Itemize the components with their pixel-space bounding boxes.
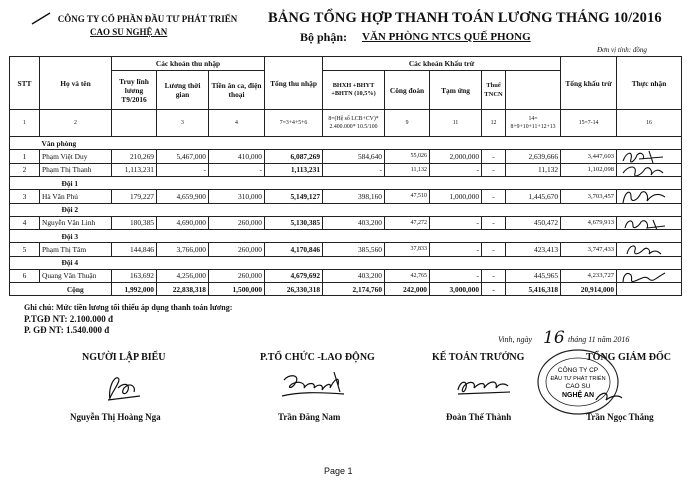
row-tax: - [482, 216, 506, 230]
row-insurance: - [323, 163, 385, 177]
header-deduction-group: Các khoản Khấu trừ [323, 57, 561, 71]
signature-mark [619, 269, 669, 283]
company-stamp [536, 346, 624, 416]
total-union: 242,000 [385, 283, 430, 296]
role-hr: P.TỔ CHỨC -LAO ĐỘNG [260, 352, 375, 363]
row-deduction: 445,965 [506, 269, 561, 283]
row-advance: 1,000,000 [430, 190, 482, 204]
table-row [10, 243, 682, 257]
row-total-income: 4,170,846 [265, 243, 323, 257]
page-number: Page 1 [324, 466, 353, 476]
signature-mark [619, 150, 669, 164]
row-total-income: 5,130,385 [265, 216, 323, 230]
stamp-line-2: ĐẦU TƯ PHÁT TRIỂN [550, 376, 606, 382]
index-cell: 12 [482, 110, 506, 137]
row-union: 55,026 [385, 150, 430, 164]
row-stt: 5 [10, 243, 40, 257]
row-stt: 1 [10, 150, 40, 164]
row-total-income: 6,087,269 [265, 150, 323, 164]
total-income: 26,330,318 [265, 283, 323, 296]
signature-preparer [100, 370, 150, 404]
row-base: 1,113,231 [112, 163, 157, 177]
table-row [10, 163, 682, 177]
document-title: BẢNG TỔNG HỢP THANH TOÁN LƯƠNG THÁNG 10/2016 [268, 10, 662, 26]
index-cell: 11 [430, 110, 482, 137]
row-advance: 2,000,000 [430, 150, 482, 164]
row-advance: - [430, 216, 482, 230]
row-base: 180,385 [112, 216, 157, 230]
row-tax: - [482, 150, 506, 164]
row-signature [617, 216, 682, 230]
row-name: Quang Văn Thuận [40, 269, 112, 283]
row-meal: 260,000 [209, 243, 265, 257]
stamp-line-3: CAO SU [565, 383, 591, 390]
header-time: Lương thời gian [157, 71, 209, 110]
date-prefix: Vinh, ngày [498, 335, 533, 344]
row-base: 163,692 [112, 269, 157, 283]
row-time: 3,766,000 [157, 243, 209, 257]
row-name: Phạm Việt Duy [40, 150, 112, 164]
group-row [10, 256, 682, 269]
total-meal: 1,500,000 [209, 283, 265, 296]
row-deduction: 1,445,670 [506, 190, 561, 204]
total-deduction: 5,416,318 [506, 283, 561, 296]
header-tax: Thuế TNCN [482, 71, 506, 110]
total-advance: 3,000,000 [430, 283, 482, 296]
index-cell: 8=(Hệ số LCB+CV)* 2.400.000* 10.5/100 [323, 110, 385, 137]
row-meal: 410,000 [209, 150, 265, 164]
row-base: 179,227 [112, 190, 157, 204]
group-row [10, 230, 682, 243]
row-name: Nguyễn Văn Linh [40, 216, 112, 230]
index-cell: 15=7-14 [561, 110, 617, 137]
date-day: 16 [543, 328, 565, 348]
group-row [10, 177, 682, 190]
row-advance: - [430, 163, 482, 177]
table-row [10, 269, 682, 283]
row-name: Hà Văn Phú [40, 190, 112, 204]
row-union: 11,132 [385, 163, 430, 177]
signature-mark [619, 243, 669, 257]
payroll-rows [10, 150, 682, 283]
header-base: Truy lĩnh lương T9/2016 [112, 71, 157, 110]
header-total-income: Tổng thu nhập [265, 57, 323, 110]
row-signature [617, 243, 682, 257]
header-income-group: Các khoản thu nhập [112, 57, 265, 71]
row-meal: - [209, 163, 265, 177]
row-time: 4,690,000 [157, 216, 209, 230]
row-name: Phạm Thị Tâm [40, 243, 112, 257]
row-time: 4,659,900 [157, 190, 209, 204]
row-union: 37,833 [385, 243, 430, 257]
row-meal: 260,000 [209, 269, 265, 283]
group-label: Đội 4 [40, 256, 682, 269]
note-minimum-wage: Ghi chú: Mức tiền lương tối thiểu áp dụng thanh toán lương: [24, 303, 233, 312]
header-total-deduction: Tổng khấu trừ [561, 57, 617, 110]
index-cell: 7=3+4+5+6 [265, 110, 323, 137]
total-net: 20,914,000 [561, 283, 617, 296]
row-net: 4,233,727 [561, 269, 617, 283]
row-signature [617, 150, 682, 164]
row-insurance: 385,560 [323, 243, 385, 257]
name-hr: Trần Đăng Nam [278, 412, 341, 422]
row-stt: 6 [10, 269, 40, 283]
column-index-row [10, 110, 682, 137]
row-tax: - [482, 163, 506, 177]
total-label: Cộng [40, 283, 112, 296]
company-name: CÔNG TY CỔ PHẦN ĐẦU TƯ PHÁT TRIỂN [57, 14, 238, 24]
row-union: 47,272 [385, 216, 430, 230]
row-net: 4,679,913 [561, 216, 617, 230]
header-meal: Tiền ăn ca, điện thoại [209, 71, 265, 110]
row-insurance: 403,200 [323, 269, 385, 283]
total-insurance: 2,174,760 [323, 283, 385, 296]
group-row [10, 203, 682, 216]
header-net: Thực nhận [617, 57, 682, 110]
row-total-income: 4,679,692 [265, 269, 323, 283]
index-cell: 2 [40, 110, 112, 137]
row-stt: 4 [10, 216, 40, 230]
table-row [10, 150, 682, 164]
row-total-income: 1,113,231 [265, 163, 323, 177]
signature-mark [619, 190, 669, 204]
table-row [10, 216, 682, 230]
row-total-income: 5,149,127 [265, 190, 323, 204]
signature-mark [619, 216, 669, 230]
index-cell: 1 [10, 110, 40, 137]
header-stt: STT [10, 57, 40, 110]
group-label: Đội 3 [40, 230, 682, 243]
row-union: 47,510 [385, 190, 430, 204]
row-time: 5,467,000 [157, 150, 209, 164]
signature-mark [619, 163, 669, 177]
signature-hr [278, 366, 358, 406]
currency-unit: Đơn vị tính: đồng [597, 46, 647, 54]
total-base: 1,992,000 [112, 283, 157, 296]
row-deduction: 450,472 [506, 216, 561, 230]
header-advance: Tạm ứng [430, 71, 482, 110]
row-tax: - [482, 243, 506, 257]
row-stt: 2 [10, 163, 40, 177]
corner-mark [30, 10, 52, 26]
row-net: 3,703,457 [561, 190, 617, 204]
role-director: TỔNG GIÁM ĐỐC [586, 352, 671, 363]
department-value: VĂN PHÒNG NTCS QUẾ PHONG [362, 31, 531, 43]
date-rest: tháng 11 năm 2016 [568, 335, 630, 344]
table-row [10, 190, 682, 204]
role-preparer: NGƯỜI LẬP BIỂU [82, 352, 166, 363]
row-advance: - [430, 243, 482, 257]
row-deduction: 11,132 [506, 163, 561, 177]
note-ptgd: P.TGĐ NT: 2.100.000 đ [24, 314, 114, 324]
index-cell: 3 [157, 110, 209, 137]
row-stt: 3 [10, 190, 40, 204]
group-label: Đội 2 [40, 203, 682, 216]
payroll-table [9, 56, 682, 296]
section-label: Văn phòng [40, 137, 682, 150]
row-tax: - [482, 269, 506, 283]
name-director: Trần Ngọc Thắng [586, 412, 654, 422]
name-chief-accountant: Đoàn Thế Thành [446, 412, 512, 422]
total-time: 22,838,318 [157, 283, 209, 296]
index-cell: 16 [617, 110, 682, 137]
row-union: 42,765 [385, 269, 430, 283]
header-name: Họ và tên [40, 57, 112, 110]
signature-chief-accountant [454, 370, 514, 400]
row-signature [617, 190, 682, 204]
note-pgd: P. GĐ NT: 1.540.000 đ [24, 325, 110, 335]
row-tax: - [482, 190, 506, 204]
index-cell: 14= 8+9+10+11+12+13 [506, 110, 561, 137]
row-meal: 260,000 [209, 216, 265, 230]
header-union: Công đoàn [385, 71, 430, 110]
name-preparer: Nguyễn Thị Hoàng Nga [70, 412, 161, 422]
row-name: Phạm Thị Thanh [40, 163, 112, 177]
index-cell: 4 [209, 110, 265, 137]
row-base: 210,269 [112, 150, 157, 164]
row-signature [617, 269, 682, 283]
row-net: 3,747,433 [561, 243, 617, 257]
row-base: 144,846 [112, 243, 157, 257]
row-net: 3,447,603 [561, 150, 617, 164]
stamp-line-1: CÔNG TY CP [557, 367, 599, 374]
row-deduction: 2,639,666 [506, 150, 561, 164]
row-deduction: 423,413 [506, 243, 561, 257]
index-cell [112, 110, 157, 137]
row-time: - [157, 163, 209, 177]
header-insurance: BHXH +BHYT +BHTN (10,5%) [323, 71, 385, 110]
department-label: Bộ phận: [300, 30, 348, 44]
row-meal: 310,000 [209, 190, 265, 204]
row-insurance: 584,640 [323, 150, 385, 164]
total-tax: - [482, 283, 506, 296]
role-chief-accountant: KẾ TOÁN TRƯỞNG [432, 352, 525, 363]
row-insurance: 403,200 [323, 216, 385, 230]
row-insurance: 398,160 [323, 190, 385, 204]
index-cell: 9 [385, 110, 430, 137]
group-label: Đội 1 [40, 177, 682, 190]
row-net: 1,102,098 [561, 163, 617, 177]
row-time: 4,256,000 [157, 269, 209, 283]
row-signature [617, 163, 682, 177]
company-subname: CAO SU NGHỆ AN [90, 27, 168, 37]
total-row [10, 283, 682, 296]
stamp-line-4: NGHỆ AN [561, 392, 595, 399]
row-advance: - [430, 269, 482, 283]
